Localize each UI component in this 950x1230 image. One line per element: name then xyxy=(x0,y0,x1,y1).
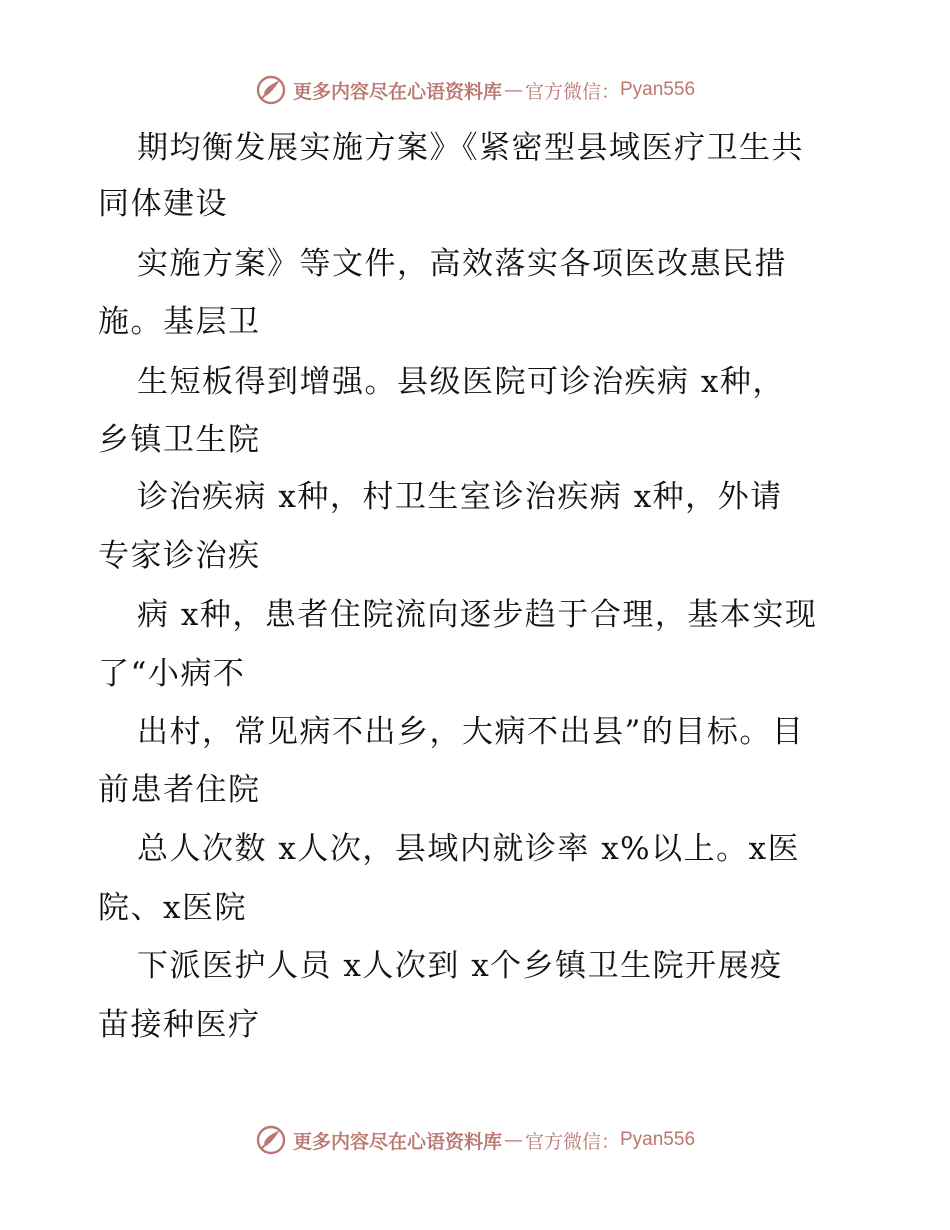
body-line: 施。基层卫 xyxy=(98,304,261,340)
header-wechat-label: 官方微信： xyxy=(524,80,620,103)
footer-banner-text: 更多内容尽在心语资料库 xyxy=(292,1130,502,1153)
body-line: 病 x种，患者住院流向逐步趋于合理，基本实现 xyxy=(137,597,818,633)
footer-wechat-handle: Pyan556 xyxy=(620,1129,696,1150)
body-line: 实施方案》等文件，高效落实各项医改惠民措 xyxy=(137,246,787,282)
body-line: 了“小病不 xyxy=(98,656,246,692)
body-line: 院、x医院 xyxy=(98,890,247,926)
header-banner-text: 更多内容尽在心语资料库 xyxy=(292,80,502,103)
body-line: 专家诊治疾 xyxy=(98,538,261,574)
brand-logo-icon xyxy=(255,1124,287,1156)
body-line: 生短板得到增强。县级医院可诊治疾病 x种， xyxy=(137,364,785,400)
body-line: 下派医护人员 x人次到 x个乡镇卫生院开展疫 xyxy=(137,948,783,984)
header-banner xyxy=(0,70,950,110)
body-line: 乡镇卫生院 xyxy=(98,422,261,458)
footer-banner-content xyxy=(255,1124,695,1156)
header-banner-content xyxy=(255,74,695,106)
header-wechat-handle: Pyan556 xyxy=(620,79,696,100)
brand-logo-icon xyxy=(255,74,287,106)
body-line: 苗接种医疗 xyxy=(98,1007,261,1043)
footer-banner-separator: — xyxy=(503,1129,523,1151)
footer-banner xyxy=(0,1120,950,1160)
body-line: 出村，常见病不出乡，大病不出县”的目标。目 xyxy=(137,714,805,750)
body-line: 总人次数 x人次，县域内就诊率 x%以上。x医 xyxy=(137,831,801,867)
body-line: 诊治疾病 x种，村卫生室诊治疾病 x种，外请 xyxy=(137,479,783,515)
body-line: 同体建设 xyxy=(98,186,228,222)
body-line: 前患者住院 xyxy=(98,772,261,808)
header-banner-separator: — xyxy=(503,79,523,101)
footer-wechat-label: 官方微信： xyxy=(524,1130,620,1153)
body-line: 期均衡发展实施方案》《紧密型县域医疗卫生共 xyxy=(137,130,804,166)
